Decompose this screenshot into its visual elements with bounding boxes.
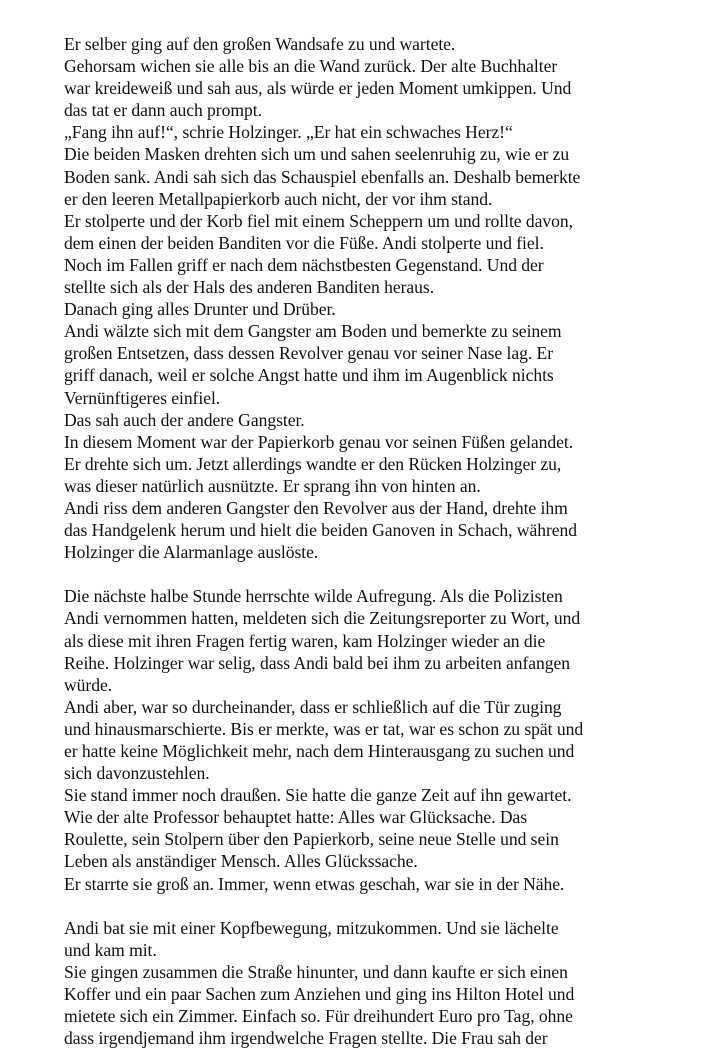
text-line: In diesem Moment war der Papierkorb genau vor seinen Füßen gelandet.: [64, 431, 574, 452]
text-line: er den leeren Metallpapierkorb auch nicht, der vor ihm stand.: [64, 188, 493, 209]
text-line: Vernünftigeres einfiel.: [64, 387, 221, 408]
text-line: Koffer und ein paar Sachen zum Anziehen und ging ins Hilton Hotel und: [64, 984, 575, 1005]
paragraph-spacer: [64, 895, 704, 917]
paragraph-1: [64, 33, 704, 563]
text-line: griff danach, weil er solche Angst hatte und ihm im Augenblick nichts: [64, 365, 554, 386]
document-page: [64, 33, 704, 1049]
text-line: was dieser natürlich ausnützte. Er sprang ihn von hinten an.: [64, 475, 481, 496]
text-line: Er stolperte und der Korb fiel mit einem Scheppern um und rollte davon,: [64, 210, 573, 231]
text-line: war kreideweiß und sah aus, als würde er jeden Moment umkippen. Und: [64, 78, 572, 99]
text-line: Sie gingen zusammen die Straße hinunter, und dann kaufte er sich einen: [64, 961, 568, 982]
paragraph-spacer: [64, 563, 704, 585]
text-line: Die beiden Masken drehten sich um und sahen seelenruhig zu, wie er zu: [64, 144, 570, 165]
text-line: Die nächste halbe Stunde herrschte wilde Aufregung. Als die Polizisten: [64, 586, 563, 607]
text-line: dem einen der beiden Banditen vor die Füße. Andi stolperte und fiel.: [64, 232, 544, 253]
text-line: dass irgendjemand ihm irgendwelche Fragen stellte. Die Frau sah der: [64, 1028, 548, 1049]
paragraph-3: [64, 917, 704, 1049]
text-line: das tat er dann auch prompt.: [64, 100, 262, 121]
text-line: Danach ging alles Drunter und Drüber.: [64, 299, 336, 320]
text-line: Andi riss dem anderen Gangster den Revolver aus der Hand, drehte ihm: [64, 497, 568, 518]
text-line: Leben als anständiger Mensch. Alles Glückssache.: [64, 851, 418, 872]
text-line: Er selber ging auf den großen Wandsafe zu und wartete.: [64, 34, 456, 54]
paragraph-2: [64, 585, 704, 894]
text-line: Reihe. Holzinger war selig, dass Andi bald bei ihm zu arbeiten anfangen: [64, 652, 571, 673]
text-line: Das sah auch der andere Gangster.: [64, 409, 305, 430]
text-line: Holzinger die Alarmanlage auslöste.: [64, 542, 319, 563]
text-line: würde.: [64, 674, 113, 695]
text-line: stellte sich als der Hals des anderen Banditen heraus.: [64, 277, 435, 298]
text-line: Wie der alte Professor behauptet hatte: Alles war Glücksache. Das: [64, 807, 528, 828]
text-line: Er drehte sich um. Jetzt allerdings wandte er den Rücken Holzinger zu,: [64, 453, 562, 474]
text-line: Boden sank. Andi sah sich das Schauspiel ebenfalls an. Deshalb bemerkte: [64, 166, 581, 187]
text-line: und hinausmarschierte. Bis er merkte, was er tat, war es schon zu spät und: [64, 718, 584, 739]
text-line: Andi aber, war so durcheinander, dass er schließlich auf die Tür zuging: [64, 696, 562, 717]
text-line: als diese mit ihren Fragen fertig waren, kam Holzinger wieder an die: [64, 630, 546, 651]
text-line: Noch im Fallen griff er nach dem nächstbesten Gegenstand. Und der: [64, 254, 544, 275]
text-line: Andi wälzte sich mit dem Gangster am Boden und bemerkte zu seinem: [64, 321, 562, 342]
text-line: „Fang ihn auf!“, schrie Holzinger. „Er hat ein schwaches Herz!“: [64, 122, 513, 143]
text-line: Sie stand immer noch draußen. Sie hatte die ganze Zeit auf ihn gewartet.: [64, 785, 572, 806]
text-line: großen Entsetzen, dass dessen Revolver genau vor seiner Nase lag. Er: [64, 343, 554, 364]
text-line: sich davonzustehlen.: [64, 763, 210, 784]
text-line: Er starrte sie groß an. Immer, wenn etwas geschah, war sie in der Nähe.: [64, 873, 565, 894]
text-line: und kam mit.: [64, 939, 157, 960]
text-line: das Handgelenk herum und hielt die beiden Ganoven in Schach, während: [64, 520, 578, 541]
text-line: mietete sich ein Zimmer. Einfach so. Für dreihundert Euro pro Tag, ohne: [64, 1006, 573, 1027]
text-line: Gehorsam wichen sie alle bis an die Wand zurück. Der alte Buchhalter: [64, 56, 558, 77]
text-line: Andi vernommen hatten, meldeten sich die Zeitungsreporter zu Wort, und: [64, 608, 581, 629]
text-line: er hatte keine Möglichkeit mehr, nach dem Hinterausgang zu suchen und: [64, 741, 575, 761]
text-line: Roulette, sein Stolpern über den Papierkorb, seine neue Stelle und sein: [64, 829, 559, 850]
text-line: Andi bat sie mit einer Kopfbewegung, mitzukommen. Und sie lächelte: [64, 917, 559, 938]
